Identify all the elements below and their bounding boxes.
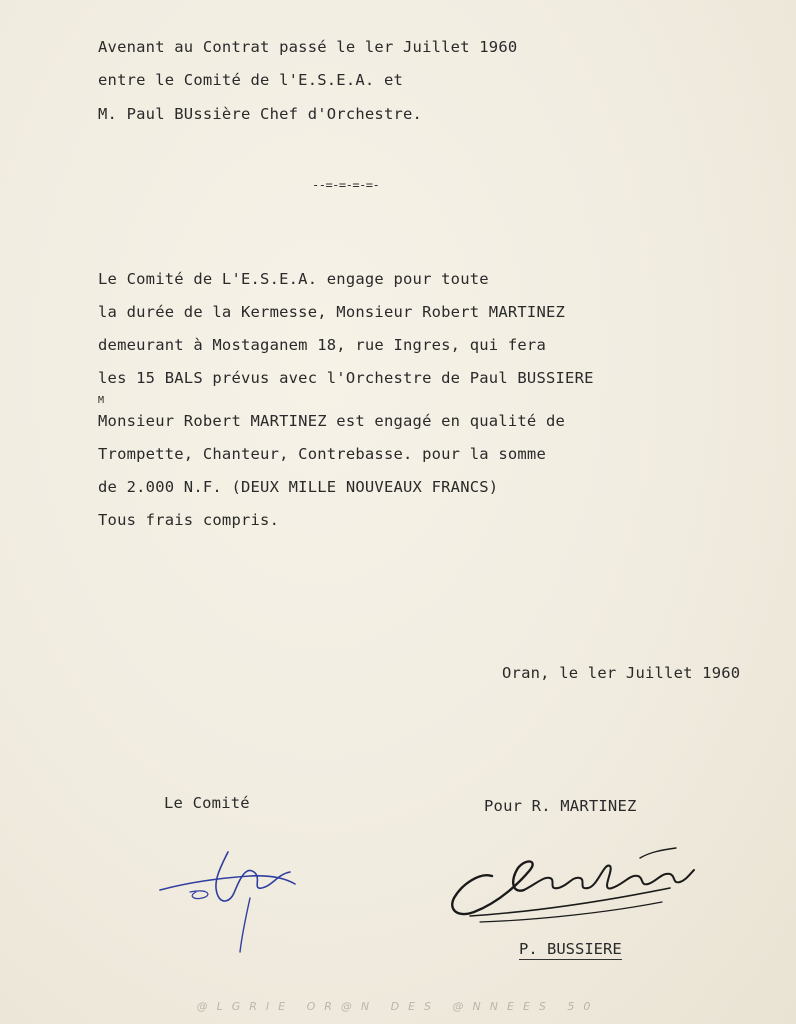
body-line-2: la durée de la Kermesse, Monsieur Robert MARTINEZ (98, 303, 566, 321)
place-date: Oran, le ler Juillet 1960 (502, 664, 741, 682)
signature-label-committee: Le Comité (164, 794, 250, 812)
body-line-7: de 2.000 N.F. (DEUX MILLE NOUVEAUX FRANCS) (98, 478, 499, 496)
committee-signature (150, 838, 310, 958)
body-line-1: Le Comité de L'E.S.E.A. engage pour toute (98, 270, 489, 288)
watermark: @LGRIE OR@N DES @NNEES 50 (196, 1000, 600, 1013)
body-line-3: demeurant à Mostaganem 18, rue Ingres, qui fera (98, 336, 546, 354)
bussiere-signature (440, 832, 700, 932)
separator: --=-=-=-=- (312, 178, 380, 192)
body-line-6: Trompette, Chanteur, Contrebasse. pour la somme (98, 445, 546, 463)
body-line-4: les 15 BALS prévus avec l'Orchestre de Paul BUSSIERE (98, 369, 594, 387)
correction-mark: M (98, 395, 105, 406)
header-line-2: entre le Comité de l'E.S.E.A. et (98, 71, 404, 89)
signatory-name: P. BUSSIERE (519, 940, 622, 958)
body-line-5: Monsieur Robert MARTINEZ est engagé en qualité de (98, 412, 566, 430)
header-line-3: M. Paul BUssière Chef d'Orchestre. (98, 105, 423, 123)
header-line-1: Avenant au Contrat passé le ler Juillet 1960 (98, 38, 518, 56)
body-line-8: Tous frais compris. (98, 511, 280, 529)
signature-label-martinez: Pour R. MARTINEZ (484, 797, 637, 815)
